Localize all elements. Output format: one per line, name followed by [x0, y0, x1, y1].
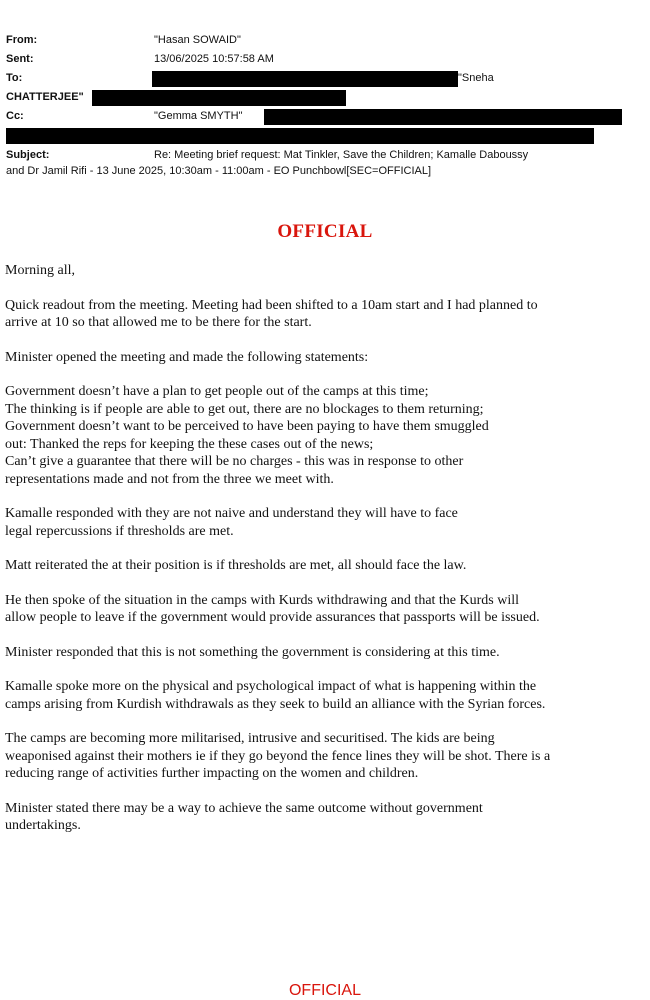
- classification-marking-top: OFFICIAL: [277, 221, 373, 242]
- text-line: Minister stated there may be a way to achieve the same outcome without government: [5, 800, 483, 816]
- to-row: [6, 69, 646, 88]
- paragraph: [5, 730, 643, 783]
- text-line: Minister opened the meeting and made the following statements:: [5, 349, 369, 365]
- text-line: undertakings.: [5, 818, 81, 833]
- text-line: Can’t give a guarantee that there will be no charges - this was in response to other: [5, 454, 464, 469]
- cc-value: "Gemma SMYTH": [154, 110, 243, 122]
- paragraph: [5, 383, 643, 488]
- paragraph: [5, 297, 643, 332]
- text-line: He then spoke of the situation in the camps with Kurds withdrawing and that the Kurds will: [5, 592, 520, 608]
- text-line: Matt reiterated the at their position is if thresholds are met, all should face the law.: [5, 558, 467, 573]
- redaction-bar: [152, 71, 458, 87]
- email-header: [6, 31, 646, 179]
- cc-row: [6, 107, 646, 126]
- text-line: weaponised against their mothers ie if they go beyond the fence lines they will be shot. There is a: [5, 748, 551, 764]
- text-line: representations made and not from the three we meet with.: [5, 471, 334, 487]
- subject-label: Subject:: [6, 149, 50, 161]
- message-body: [5, 262, 643, 852]
- paragraph: [5, 505, 643, 540]
- sent-label: Sent:: [6, 53, 34, 65]
- text-line: reducing range of activities further impacting on the women and children.: [5, 766, 419, 781]
- from-label: From:: [6, 34, 38, 46]
- cc-row-continued: [6, 126, 646, 145]
- to-value: "Sneha: [458, 72, 494, 84]
- subject-row: [6, 147, 646, 179]
- text-line: Government doesn’t want to be perceived to have been paying to have them smuggled: [5, 419, 489, 434]
- paragraph: [5, 800, 643, 835]
- sent-value: 13/06/2025 10:57:58 AM: [154, 53, 274, 65]
- text-line: Quick readout from the meeting. Meeting had been shifted to a 10am start and I had planned to: [5, 297, 538, 313]
- to-label: To:: [6, 72, 23, 84]
- paragraph: [5, 262, 643, 280]
- classification-marking-bottom: OFFICIAL: [288, 982, 361, 999]
- from-value: "Hasan SOWAID": [154, 34, 241, 46]
- cc-label: Cc:: [6, 110, 24, 122]
- from-row: [6, 31, 646, 50]
- text-line: Morning all,: [5, 263, 75, 278]
- redaction-bar: [92, 90, 346, 106]
- subject-value: Re: Meeting brief request: Mat Tinkler, Save the Children; Kamalle Daboussy: [154, 149, 529, 161]
- paragraph: [5, 349, 643, 367]
- paragraph: [5, 678, 643, 713]
- text-line: camps arising from Kurdish withdrawals as they seek to build an alliance with the Syrian forces.: [5, 696, 546, 712]
- text-line: allow people to leave if the government would provide assurances that passports will be issued.: [5, 610, 540, 625]
- text-line: out: Thanked the reps for keeping the these cases out of the news;: [5, 436, 374, 452]
- text-line: legal repercussions if thresholds are met.: [5, 523, 234, 539]
- text-line: The camps are becoming more militarised, intrusive and securitised. The kids are being: [5, 731, 495, 746]
- paragraph: [5, 592, 643, 627]
- text-line: arrive at 10 so that allowed me to be there for the start.: [5, 315, 312, 330]
- sent-row: [6, 50, 646, 69]
- paragraph: [5, 557, 643, 575]
- text-line: Minister responded that this is not something the government is considering at this time.: [5, 644, 500, 660]
- paragraph: [5, 644, 643, 662]
- to-value-continued: CHATTERJEE": [6, 91, 84, 103]
- redaction-bar: [6, 128, 594, 144]
- text-line: Kamalle spoke more on the physical and psychological impact of what is happening within the: [5, 679, 537, 694]
- text-line: Kamalle responded with they are not naive and understand they will have to face: [5, 506, 458, 521]
- redaction-bar: [264, 109, 622, 125]
- text-line: The thinking is if people are able to get out, there are no blockages to them returning;: [5, 401, 484, 417]
- subject-value-continued: and Dr Jamil Rifi - 13 June 2025, 10:30am - 11:00am - EO Punchbowl[SEC=OFFICIAL]: [6, 165, 432, 177]
- text-line: Government doesn’t have a plan to get people out of the camps at this time;: [5, 384, 429, 399]
- to-row-continued: [6, 88, 646, 107]
